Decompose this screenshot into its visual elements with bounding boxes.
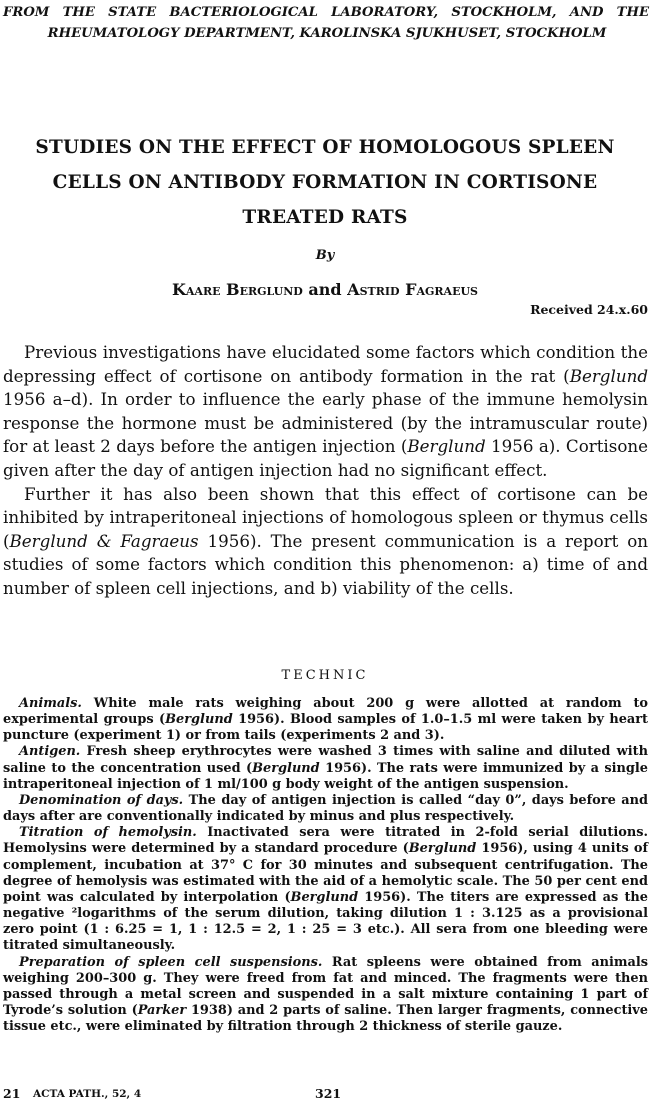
title-line-3: TREATED RATS	[242, 207, 408, 228]
page-number: 321	[315, 1086, 342, 1101]
section-heading-technic: TECHNIC	[281, 668, 369, 683]
affiliation-header	[3, 2, 649, 44]
technic-antigen: Antigen. Fresh sheep erythrocytes were washed 3 times with saline and diluted with saline to the concentration used (Berglund 1956). The rats were immunized by a single intraperitoneal injection of 1 ml/100 g body weight of the antigen suspension.	[3, 744, 648, 792]
author-2: Astrid Fagraeus	[347, 280, 478, 299]
citation: Berglund	[165, 712, 233, 728]
subsection-label: Antigen.	[19, 744, 81, 760]
title-line-1: STUDIES ON THE EFFECT OF HOMOLOGOUS SPLEEN	[35, 137, 615, 158]
technic-section	[3, 696, 648, 1035]
author-1: Kaare Berglund	[171, 280, 303, 299]
received-date: Received 24.x.60	[530, 302, 648, 317]
subsection-label: Preparation of spleen cell suspensions.	[19, 954, 323, 970]
technic-animals: Animals. White male rats weighing about 200 g were allotted at random to experimental groups (Berglund 1956). Blood samples of 1.0–1.5 ml were taken by heart puncture (experiment 1) or from tails (experiments 2 and 3).	[3, 696, 649, 744]
technic-denomination: Denomination of days. The day of antigen injection is called “day 0”, days before and days after are conventionally indicated by minus and plus respectively.	[3, 792, 649, 825]
citation: Berglund & Fagraeus	[9, 530, 199, 551]
intro-paragraph-1: Previous investigations have elucidated some factors which condition the depressing effect of cortisone on antibody formation in the rat (Berglund 1956 a–d). In order to influence the early phase of the immune hemolysin response the hormone must be administered (by the intramuscular route) for at least 2 days before the antigen injection (Berglund 1956 a). Cortisone given after the day of antigen injection had no significant effect.	[3, 342, 648, 480]
subsection-label: Animals.	[19, 696, 82, 711]
authors	[0, 280, 650, 299]
by-line: By	[315, 248, 335, 263]
title-line-2: CELLS ON ANTIBODY FORMATION IN CORTISONE	[52, 172, 598, 193]
article-title	[10, 130, 640, 235]
author-conjunction: and	[308, 280, 342, 299]
subsection-label: Denomination of days.	[19, 792, 184, 808]
technic-preparation: Preparation of spleen cell suspensions. Rat spleens were obtained from animals weighing 200–300 g. They were freed from fat and minced. The fragments were then passed through a metal screen and suspended in a salt mixture containing 1 part of Tyrode’s solution (Parker 1938) and 2 parts of saline. Then larger fragments, connective tissue etc., were eliminated by filtration through 2 thickness of sterile gauze.	[3, 954, 648, 1035]
intro-paragraph-2: Further it has also been shown that this effect of cortisone can be inhibited by intraperitoneal injections of homologous spleen or thymus cells (Berglund & Fagraeus 1956). The present communication is a report on studies of some factors which condition this phenomenon: a) time of and number of spleen cell injections, and b) viability of the cells.	[3, 483, 648, 598]
citation: Berglund	[569, 365, 648, 386]
technic-titration: Titration of hemolysin. Inactivated sera were titrated in 2-fold serial dilutions. Hemolysins were determined by a standard procedure (Berglund 1956), using 4 units of complement, incubation at 37° C for 30 minutes and subsequent centrifugation. The degree of hemolysis was estimated with the aid of a hemolytic scale. The 50 per cent end point was calculated by interpolation (Berglund 1956). The titers are expressed as the negative ²logarithms of the serum dilution, taking dilution 1 : 3.125 as a provisional zero point (1 : 6.25 = 1, 1 : 12.5 = 2, 1 : 25 = 3 etc.). All sera from one bleeding were titrated simultaneously.	[3, 825, 648, 954]
citation: Berglund	[290, 889, 359, 905]
citation: Berglund	[408, 841, 477, 857]
introduction	[3, 341, 648, 601]
journal-reference: ACTA PATH., 52, 4	[33, 1088, 142, 1100]
signature-mark: 21	[3, 1086, 21, 1101]
citation: Berglund	[407, 436, 486, 457]
affiliation-line-2: RHEUMATOLOGY DEPARTMENT, KAROLINSKA SJUKHUSET, STOCKHOLM	[47, 26, 607, 41]
subsection-label: Titration of hemolysin.	[19, 825, 197, 841]
citation: Parker	[137, 1002, 187, 1018]
citation: Berglund	[252, 760, 320, 776]
affiliation-line-1: FROM THE STATE BACTERIOLOGICAL LABORATORY, STOCKHOLM, AND THE	[3, 5, 649, 20]
